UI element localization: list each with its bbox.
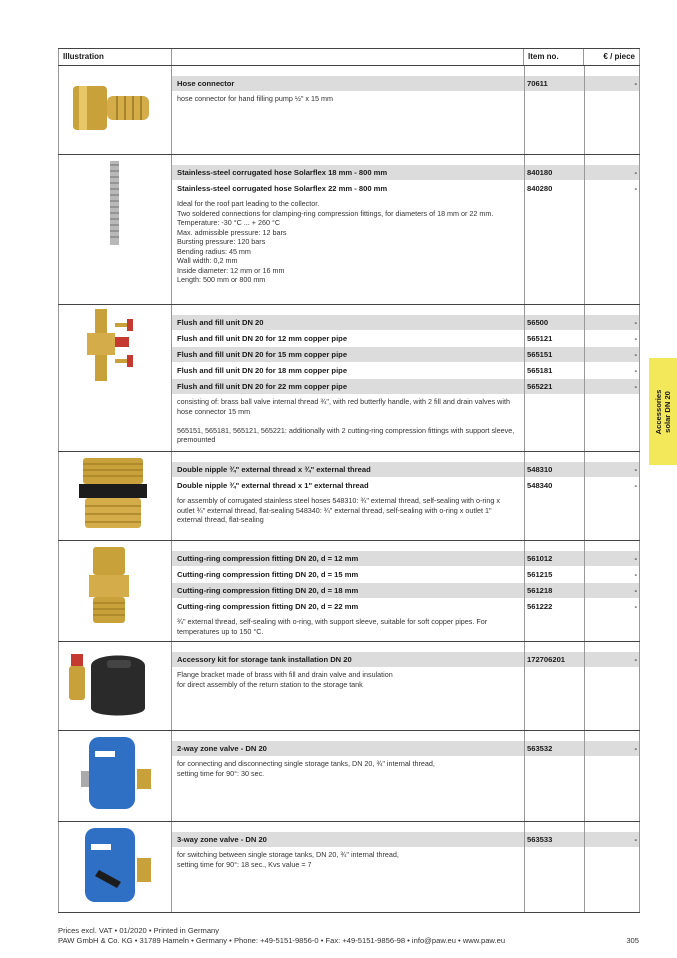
product-row bbox=[172, 76, 640, 91]
product-group-storage-tank-kit bbox=[58, 642, 640, 731]
price: - bbox=[584, 583, 640, 598]
compression-fitting-image bbox=[59, 541, 171, 641]
price: - bbox=[634, 184, 637, 193]
header-illustration: Illustration bbox=[58, 49, 172, 65]
product-cell bbox=[172, 155, 640, 304]
product-row bbox=[172, 478, 640, 493]
product-group-double-nipple bbox=[58, 452, 640, 541]
product-group-zone-valve-3way bbox=[58, 822, 640, 913]
item-number: 563533 bbox=[524, 832, 584, 847]
price: - bbox=[584, 551, 640, 566]
product-row bbox=[172, 567, 640, 582]
product-description: for connecting and disconnecting single storage tanks, DN 20, ¾" internal thread, setting time for 90°: 30 sec. bbox=[177, 759, 435, 778]
product-row bbox=[172, 181, 640, 196]
price: - bbox=[634, 602, 637, 611]
price: - bbox=[584, 379, 640, 394]
product-group-flush-fill-unit bbox=[58, 305, 640, 452]
zone-valve-2way-image bbox=[59, 731, 171, 821]
product-name: Hose connector bbox=[172, 76, 524, 91]
item-number: 840280 bbox=[527, 184, 553, 193]
corrugated-hose-image bbox=[59, 155, 171, 304]
illustration-cell bbox=[58, 155, 172, 304]
product-description: Ideal for the roof part leading to the collector. Two soldered connections for clamping-ring compression fittings, for diameters of 18 mm or 22 mm. Temperature: -30 °C ... + 260 °C Max. admissible pressure: 12 bars Bursting pressure: 120 bars Bending radius: 45 mm Wall width: 0,2 mm Inside diameter: 12 mm or 16 mm Length: 500 mm or 800 mm bbox=[177, 199, 494, 284]
price: - bbox=[634, 570, 637, 579]
header-price: € / piece bbox=[584, 49, 640, 65]
product-row bbox=[172, 583, 640, 598]
item-number: 565181 bbox=[527, 366, 553, 375]
footer-line-2: PAW GmbH & Co. KG • 31789 Hameln • Germany • Phone: +49-5151-9856-0 • Fax: +49-5151-9856-98 • info@paw.eu • www.paw.eu bbox=[58, 936, 506, 945]
table-header bbox=[58, 49, 640, 66]
product-name: Accessory kit for storage tank installation DN 20 bbox=[172, 652, 524, 667]
item-number: 172706201 bbox=[524, 652, 584, 667]
product-description: hose connector for hand filling pump ½" x 15 mm bbox=[177, 94, 333, 103]
price: - bbox=[584, 165, 640, 180]
illustration-cell bbox=[58, 642, 172, 730]
product-name: Stainless-steel corrugated hose Solarflex 22 mm - 800 mm bbox=[177, 184, 388, 193]
product-row bbox=[172, 832, 640, 847]
product-description: consisting of: brass ball valve internal thread ¾", with red butterfly handle, with 2 fill and drain valves with hose connector 15 mm 565151, 565181, 565121, 565221: additionally with 2 cutting-ring compression fittings with support sleeve, premounted bbox=[177, 397, 515, 444]
flush-fill-unit-image bbox=[59, 305, 171, 451]
product-cell bbox=[172, 66, 640, 154]
section-tab bbox=[649, 358, 677, 465]
item-number: 565151 bbox=[524, 347, 584, 362]
product-row bbox=[172, 741, 640, 756]
product-name: Double nipple ¾" external thread x ¾" external thread bbox=[172, 462, 524, 477]
product-cell bbox=[172, 305, 640, 451]
product-name: Cutting-ring compression fitting DN 20, d = 15 mm bbox=[177, 570, 359, 579]
product-row bbox=[172, 599, 640, 614]
illustration-cell bbox=[58, 66, 172, 154]
product-row bbox=[172, 165, 640, 180]
product-row bbox=[172, 652, 640, 667]
item-number: 56500 bbox=[524, 315, 584, 330]
price: - bbox=[584, 832, 640, 847]
product-row bbox=[172, 363, 640, 378]
product-group-hose-connector bbox=[58, 66, 640, 155]
price: - bbox=[634, 481, 637, 490]
item-number: 565221 bbox=[524, 379, 584, 394]
price: - bbox=[634, 366, 637, 375]
item-number: 565121 bbox=[527, 334, 553, 343]
item-number: 561012 bbox=[524, 551, 584, 566]
product-name: Cutting-ring compression fitting DN 20, d = 18 mm bbox=[172, 583, 524, 598]
header-item-no: Item no. bbox=[524, 49, 584, 65]
footer bbox=[58, 926, 505, 946]
item-number: 548310 bbox=[524, 462, 584, 477]
product-cell bbox=[172, 731, 640, 821]
product-name: 3-way zone valve - DN 20 bbox=[172, 832, 524, 847]
product-group-zone-valve-2way bbox=[58, 731, 640, 822]
price: - bbox=[584, 76, 640, 91]
zone-valve-3way-image bbox=[59, 822, 171, 912]
price-table bbox=[58, 48, 640, 913]
product-description: ¾" external thread, self-sealing with o-ring, with support sleeve, suitable for soft copper pipes. For temperatures up to 150 °C. bbox=[177, 617, 488, 636]
product-name: Cutting-ring compression fitting DN 20, d = 12 mm bbox=[172, 551, 524, 566]
item-number: 561218 bbox=[524, 583, 584, 598]
product-name: Flush and fill unit DN 20 for 15 mm copper pipe bbox=[172, 347, 524, 362]
product-cell bbox=[172, 822, 640, 912]
storage-tank-kit-image bbox=[59, 642, 171, 730]
product-name: Stainless-steel corrugated hose Solarflex 18 mm - 800 mm bbox=[172, 165, 524, 180]
illustration-cell bbox=[58, 541, 172, 641]
product-row bbox=[172, 315, 640, 330]
product-name: Flush and fill unit DN 20 for 12 mm copper pipe bbox=[177, 334, 348, 343]
item-number: 561222 bbox=[527, 602, 553, 611]
item-number: 563532 bbox=[524, 741, 584, 756]
price: - bbox=[584, 741, 640, 756]
header-description bbox=[172, 49, 524, 65]
illustration-cell bbox=[58, 452, 172, 540]
price: - bbox=[584, 347, 640, 362]
product-cell bbox=[172, 642, 640, 730]
item-number: 561215 bbox=[527, 570, 553, 579]
double-nipple-image bbox=[59, 452, 171, 540]
product-row bbox=[172, 347, 640, 362]
product-group-corrugated-hose bbox=[58, 155, 640, 305]
product-cell bbox=[172, 452, 640, 540]
hose-connector-image bbox=[59, 66, 171, 154]
product-name: Cutting-ring compression fitting DN 20, d = 22 mm bbox=[177, 602, 359, 611]
product-name: Flush and fill unit DN 20 for 18 mm copper pipe bbox=[177, 366, 348, 375]
product-row bbox=[172, 551, 640, 566]
product-group-compression-fitting bbox=[58, 541, 640, 642]
product-name: 2-way zone valve - DN 20 bbox=[172, 741, 524, 756]
footer-line-1: Prices excl. VAT • 01/2020 • Printed in Germany bbox=[58, 926, 220, 935]
item-number: 840180 bbox=[524, 165, 584, 180]
product-cell bbox=[172, 541, 640, 641]
product-name: Double nipple ¾" external thread x 1" external thread bbox=[177, 481, 369, 490]
product-description: Flange bracket made of brass with fill and drain valve and insulation for direct assembly of the return station to the storage tank bbox=[177, 670, 393, 689]
illustration-cell bbox=[58, 731, 172, 821]
product-description: for switching between single storage tanks, DN 20, ¾" internal thread, setting time for 90°: 18 sec., Kvs value = 7 bbox=[177, 850, 399, 869]
product-description: for assembly of corrugated stainless steel hoses 548310: ¾" external thread, self-sealing with o-ring x outlet ¾" external thread, flat-sealing 548340: ¾" external thread, self-sealing with o-ring x outlet 1" external thread, flat-sealing bbox=[177, 496, 500, 524]
product-row bbox=[172, 379, 640, 394]
price: - bbox=[634, 334, 637, 343]
price: - bbox=[584, 652, 640, 667]
price: - bbox=[584, 462, 640, 477]
section-tab-label: Accessories solar DN 20 bbox=[654, 389, 672, 434]
product-row bbox=[172, 462, 640, 477]
illustration-cell bbox=[58, 822, 172, 912]
page-number: 305 bbox=[626, 936, 639, 945]
item-number: 548340 bbox=[527, 481, 553, 490]
product-row bbox=[172, 331, 640, 346]
price: - bbox=[584, 315, 640, 330]
product-name: Flush and fill unit DN 20 for 22 mm copper pipe bbox=[172, 379, 524, 394]
product-name: Flush and fill unit DN 20 bbox=[172, 315, 524, 330]
item-number: 70611 bbox=[524, 76, 584, 91]
illustration-cell bbox=[58, 305, 172, 451]
